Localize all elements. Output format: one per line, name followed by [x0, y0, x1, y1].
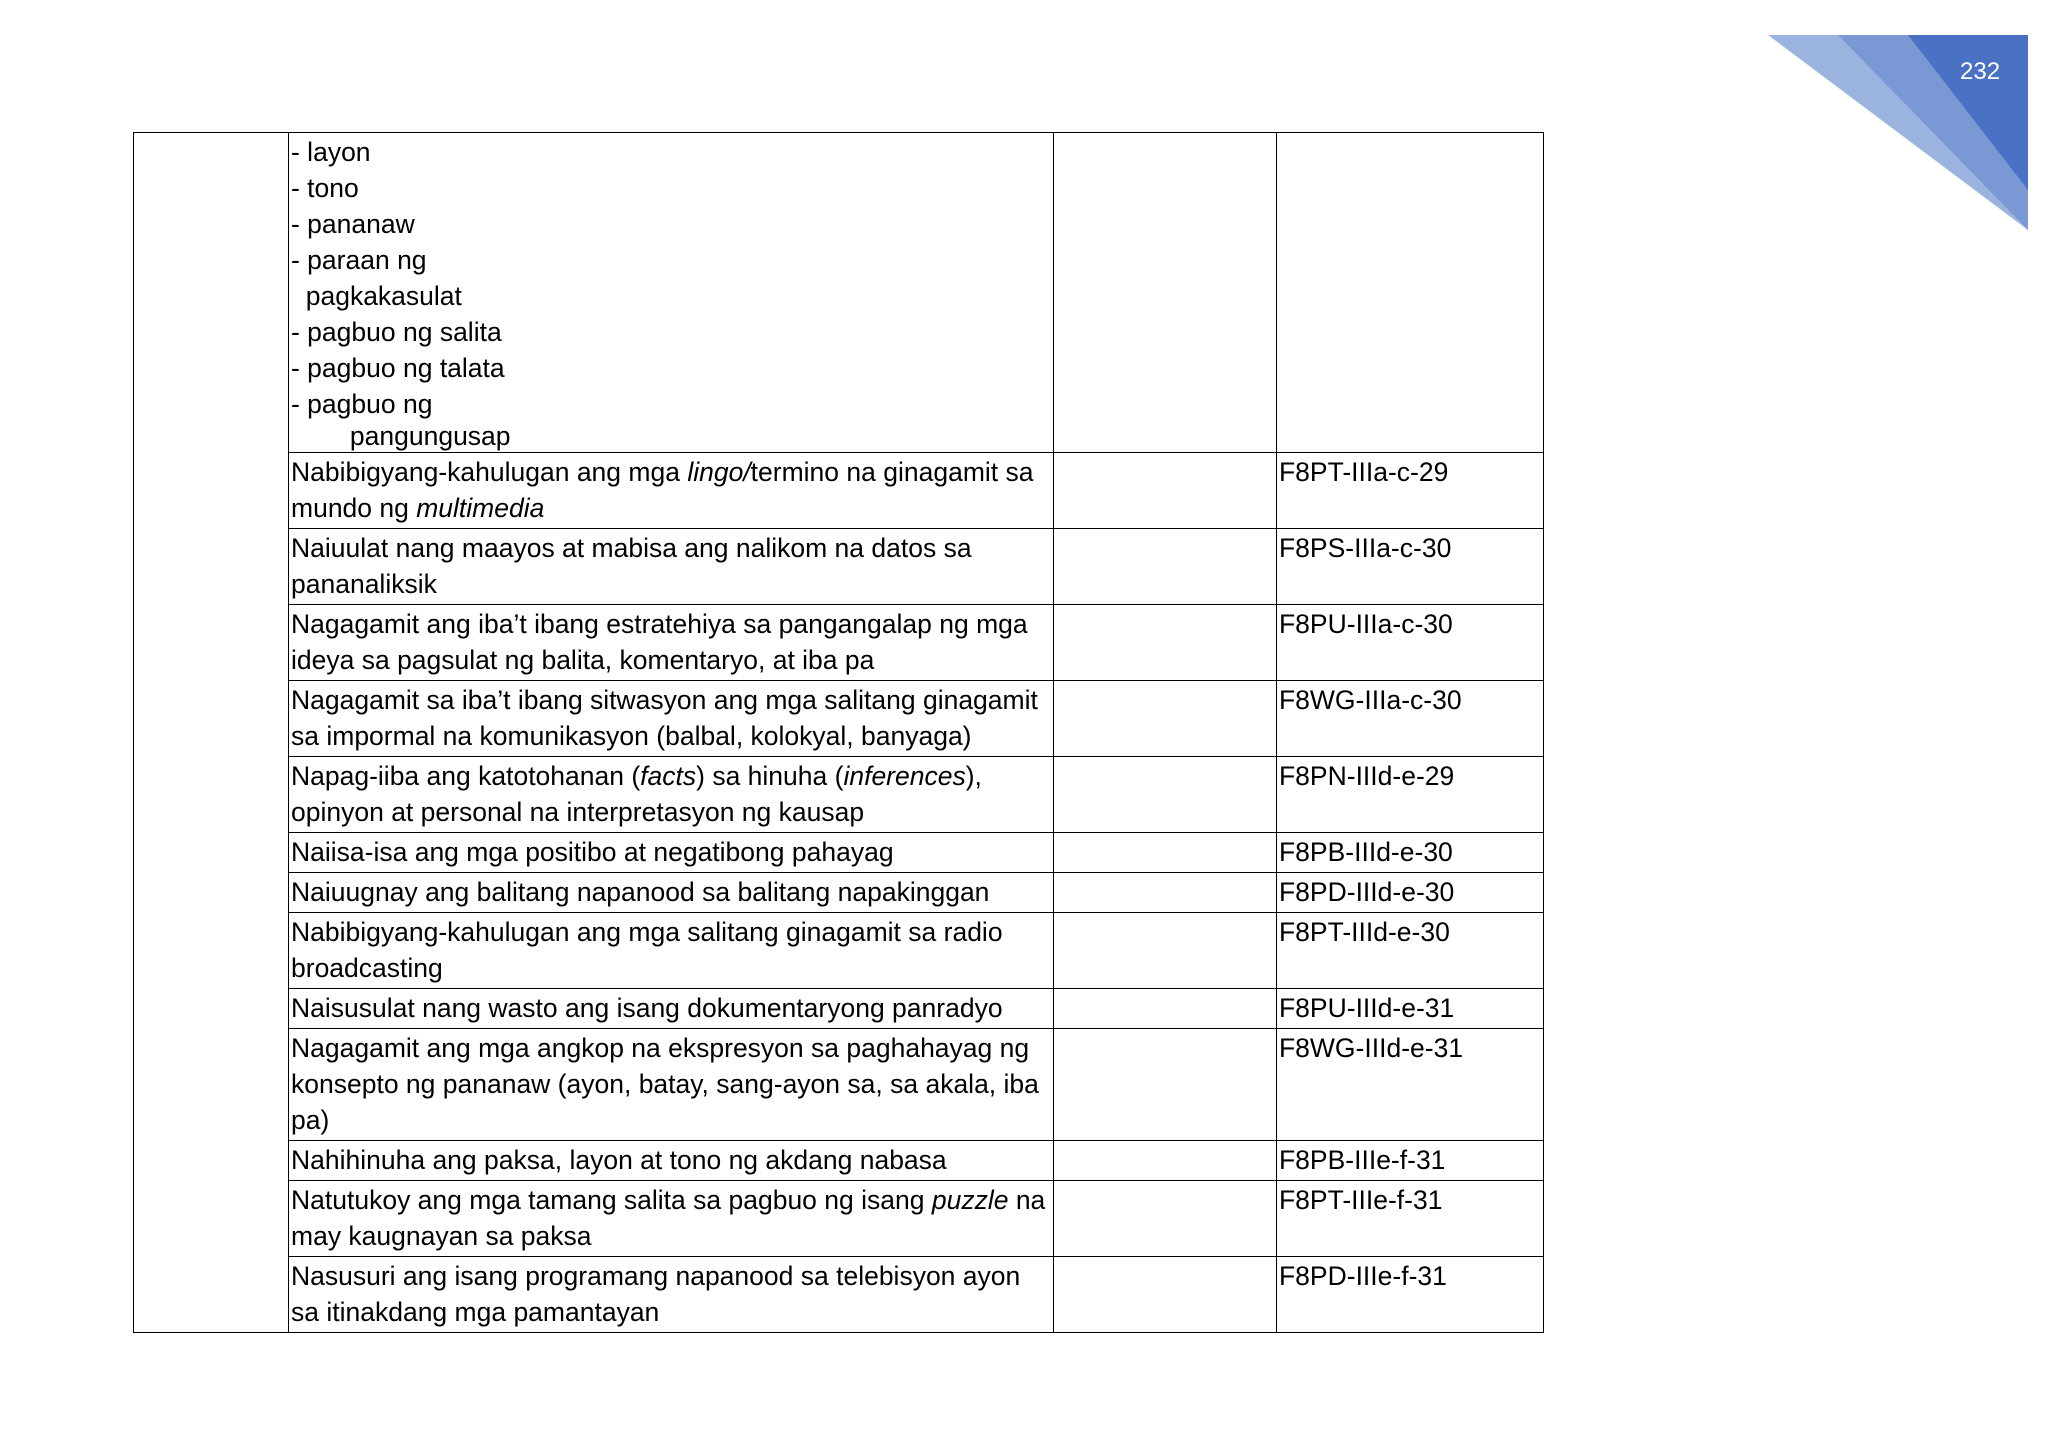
empty-cell	[1054, 681, 1277, 757]
competency-cell	[289, 529, 1054, 605]
empty-cell	[1054, 989, 1277, 1029]
competency-cell	[289, 1257, 1054, 1333]
code-cell: F8PN-IIId-e-29	[1277, 757, 1544, 833]
competency-italic-term: lingo/	[687, 457, 751, 487]
table-row	[134, 1141, 1544, 1181]
table-row	[134, 529, 1544, 605]
empty-cell	[1054, 133, 1277, 453]
list-item: - pagbuo ng talata	[291, 353, 505, 383]
table-row	[134, 1257, 1544, 1333]
empty-cell	[1054, 833, 1277, 873]
competency-text: Naiuulat nang maayos at mabisa ang nalikom na datos sa pananaliksik	[291, 533, 972, 599]
competency-cell	[289, 757, 1054, 833]
competency-text: Nasusuri ang isang programang napanood sa telebisyon ayon sa itinakdang mga pamantayan	[291, 1261, 1021, 1327]
code-cell: F8PT-IIIa-c-29	[1277, 453, 1544, 529]
empty-cell	[1054, 453, 1277, 529]
competency-italic-term: multimedia	[416, 493, 545, 523]
empty-column-cell	[134, 133, 289, 1333]
competency-text: Nagagamit ang mga angkop na ekspresyon sa paghahayag ng konsepto ng pananaw (ayon, batay, sang-ayon sa, sa akala, iba pa)	[291, 1033, 1039, 1135]
empty-cell	[1054, 1029, 1277, 1141]
list-item: - paraan ng	[291, 245, 427, 275]
competency-cell	[289, 989, 1054, 1029]
list-item: - pagbuo ng salita	[291, 317, 502, 347]
table-row	[134, 989, 1544, 1029]
list-item: - layon	[291, 137, 371, 167]
corner-decoration	[1728, 0, 2048, 260]
competency-text: ) sa hinuha (	[696, 761, 844, 791]
competency-text: Napag-iiba ang katotohanan (	[291, 761, 641, 791]
competency-cell	[289, 913, 1054, 989]
empty-cell	[1054, 913, 1277, 989]
table-row	[134, 757, 1544, 833]
code-cell: F8PT-IIIe-f-31	[1277, 1181, 1544, 1257]
table-row	[134, 873, 1544, 913]
page-number: 232	[1960, 58, 2001, 85]
code-cell: F8WG-IIIa-c-30	[1277, 681, 1544, 757]
code-cell: F8PD-IIId-e-30	[1277, 873, 1544, 913]
competency-italic-term: facts	[640, 761, 697, 791]
table-row	[134, 1029, 1544, 1141]
table-row	[134, 1181, 1544, 1257]
list-item: - pananaw	[291, 209, 415, 239]
list-item: pangungusap	[291, 421, 511, 451]
table-row	[134, 681, 1544, 757]
competency-cell	[289, 873, 1054, 913]
code-cell: F8PU-IIId-e-31	[1277, 989, 1544, 1029]
competency-italic-term: puzzle	[931, 1185, 1009, 1215]
competency-text: Naiuugnay ang balitang napanood sa balitang napakinggan	[291, 877, 990, 907]
competency-cell	[289, 453, 1054, 529]
list-item: pagkakasulat	[291, 281, 462, 311]
competency-text: Nahihinuha ang paksa, layon at tono ng akdang nabasa	[291, 1145, 947, 1175]
competency-cell	[289, 605, 1054, 681]
curriculum-table	[133, 132, 1544, 1333]
table-row	[134, 453, 1544, 529]
empty-cell	[1054, 1257, 1277, 1333]
empty-cell	[1054, 1181, 1277, 1257]
code-cell: F8PU-IIIa-c-30	[1277, 605, 1544, 681]
table-row	[134, 605, 1544, 681]
competency-text: na may kaugnayan sa paksa	[291, 1185, 1046, 1251]
code-cell: F8PS-IIIa-c-30	[1277, 529, 1544, 605]
empty-cell	[1054, 529, 1277, 605]
competency-text: ), opinyon at personal na interpretasyon ng kausap	[291, 761, 982, 827]
empty-cell	[1054, 605, 1277, 681]
competency-cell	[289, 1029, 1054, 1141]
competency-text: Nagagamit sa iba’t ibang sitwasyon ang mga salitang ginagamit sa impormal na komunikasyon (balbal, kolokyal, banyaga)	[291, 685, 1038, 751]
empty-cell	[1054, 873, 1277, 913]
code-cell: F8PD-IIIe-f-31	[1277, 1257, 1544, 1333]
competency-text: Naisusulat nang wasto ang isang dokumentaryong panradyo	[291, 993, 1003, 1023]
competency-italic-term: inferences	[843, 761, 966, 791]
empty-cell	[1054, 757, 1277, 833]
code-cell: F8PT-IIId-e-30	[1277, 913, 1544, 989]
table-row	[134, 913, 1544, 989]
table-row	[134, 833, 1544, 873]
competency-cell	[289, 833, 1054, 873]
competency-text: Nagagamit ang iba’t ibang estratehiya sa pangangalap ng mga ideya sa pagsulat ng balita, komentaryo, at iba pa	[291, 609, 1028, 675]
code-cell: F8PB-IIId-e-30	[1277, 833, 1544, 873]
competency-cell	[289, 1181, 1054, 1257]
competency-text: termino na ginagamit sa mundo ng	[291, 457, 1034, 523]
competency-text: Nabibigyang-kahulugan ang mga salitang ginagamit sa radio broadcasting	[291, 917, 1003, 983]
competency-list-cell	[289, 133, 1054, 453]
competency-cell	[289, 1141, 1054, 1181]
table-row	[134, 133, 1544, 453]
competency-text: Naiisa-isa ang mga positibo at negatibong pahayag	[291, 837, 894, 867]
list-item: - pagbuo ng	[291, 389, 433, 419]
code-cell	[1277, 133, 1544, 453]
competency-cell	[289, 681, 1054, 757]
list-item: - tono	[291, 173, 359, 203]
code-cell: F8WG-IIId-e-31	[1277, 1029, 1544, 1141]
empty-cell	[1054, 1141, 1277, 1181]
competency-text: Natutukoy ang mga tamang salita sa pagbuo ng isang	[291, 1185, 932, 1215]
code-cell: F8PB-IIIe-f-31	[1277, 1141, 1544, 1181]
competency-text: Nabibigyang-kahulugan ang mga	[291, 457, 688, 487]
